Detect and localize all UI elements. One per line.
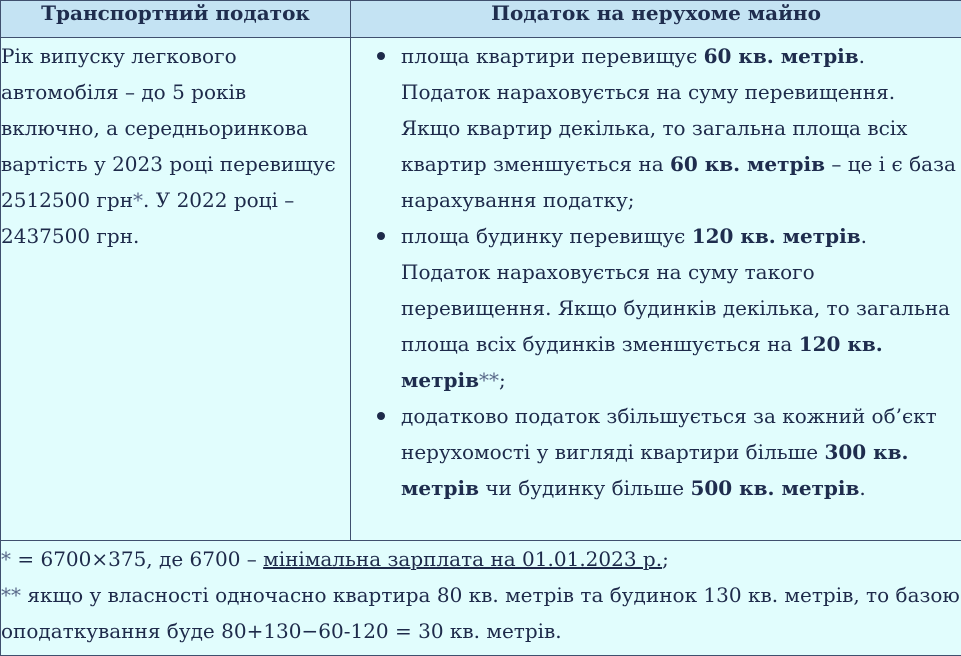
extra-apartment-threshold: 300 кв. метрів — [401, 440, 908, 500]
header-transport-tax: Транспортний податок — [1, 1, 351, 38]
header-property-tax: Податок на нерухоме майно — [351, 1, 961, 38]
bullet-icon — [377, 52, 385, 60]
house-footnote-mark: ** — [479, 368, 499, 392]
apartment-rule-text-2: . Податок нараховується на суму перевищення. Якщо квартир декілька, то загальна площа всіх квартир зменшується на — [401, 44, 907, 176]
property-tax-cell — [351, 38, 961, 541]
extra-rule-text: додатково податок збільшується за кожний об’єкт нерухомості у вигляді квартири більше — [401, 404, 937, 464]
house-threshold: 120 кв. метрів — [692, 224, 861, 248]
bullet-icon — [377, 412, 385, 420]
extra-rule-text-2: чи будинку більше — [479, 476, 691, 500]
footnote-2-text: якщо у власності одночасно квартира 80 кв. метрів та будинок 130 кв. метрів, то базою оподаткування буде 80+130−60-120 = 30 кв. метрів. — [1, 583, 960, 643]
list-item — [351, 398, 961, 506]
transport-tax-text-2: . У 2022 році – 2437500 грн. — [1, 188, 294, 248]
house-rule-text-3: ; — [499, 368, 506, 392]
list-item — [351, 218, 961, 398]
footnote-1-end: ; — [662, 547, 669, 571]
footnote-1 — [1, 541, 961, 577]
apartment-threshold-2: 60 кв. метрів — [670, 152, 825, 176]
house-rule-text: площа будинку перевищує — [401, 224, 692, 248]
house-rule-text-2: . Податок нараховується на суму такого перевищення. Якщо будинків декілька, то загальна площа всіх будинків зменшується на — [401, 224, 950, 356]
content-row — [1, 38, 961, 541]
transport-tax-cell — [1, 38, 351, 541]
bullet-icon — [377, 232, 385, 240]
header-row — [1, 1, 961, 38]
notes-row — [1, 541, 961, 656]
apartment-rule-text: площа квартири перевищує — [401, 44, 704, 68]
apartment-threshold: 60 кв. метрів — [704, 44, 859, 68]
list-item — [351, 38, 961, 218]
footnote-1-text: = 6700×375, де 6700 – — [11, 547, 263, 571]
house-threshold-2: 120 кв. метрів — [401, 332, 883, 392]
apartment-rule-text-3: – це і є база нарахування податку; — [401, 152, 956, 212]
footnote-1-mark: * — [1, 547, 11, 571]
footnote-2 — [1, 577, 961, 649]
footnotes-cell — [1, 541, 961, 656]
extra-rule-text-3: . — [859, 476, 865, 500]
footnote-2-mark: ** — [1, 583, 21, 607]
transport-footnote-mark: * — [133, 188, 143, 212]
extra-house-threshold: 500 кв. метрів — [690, 476, 859, 500]
property-tax-list — [351, 38, 961, 506]
transport-tax-text: Рік випуску легкового автомобіля – до 5 років включно, а середньоринкова вартість у 2023 році перевищує 2512500 грн — [1, 44, 336, 212]
min-wage-link[interactable]: мінімальна зарплата на 01.01.2023 р. — [263, 547, 662, 571]
